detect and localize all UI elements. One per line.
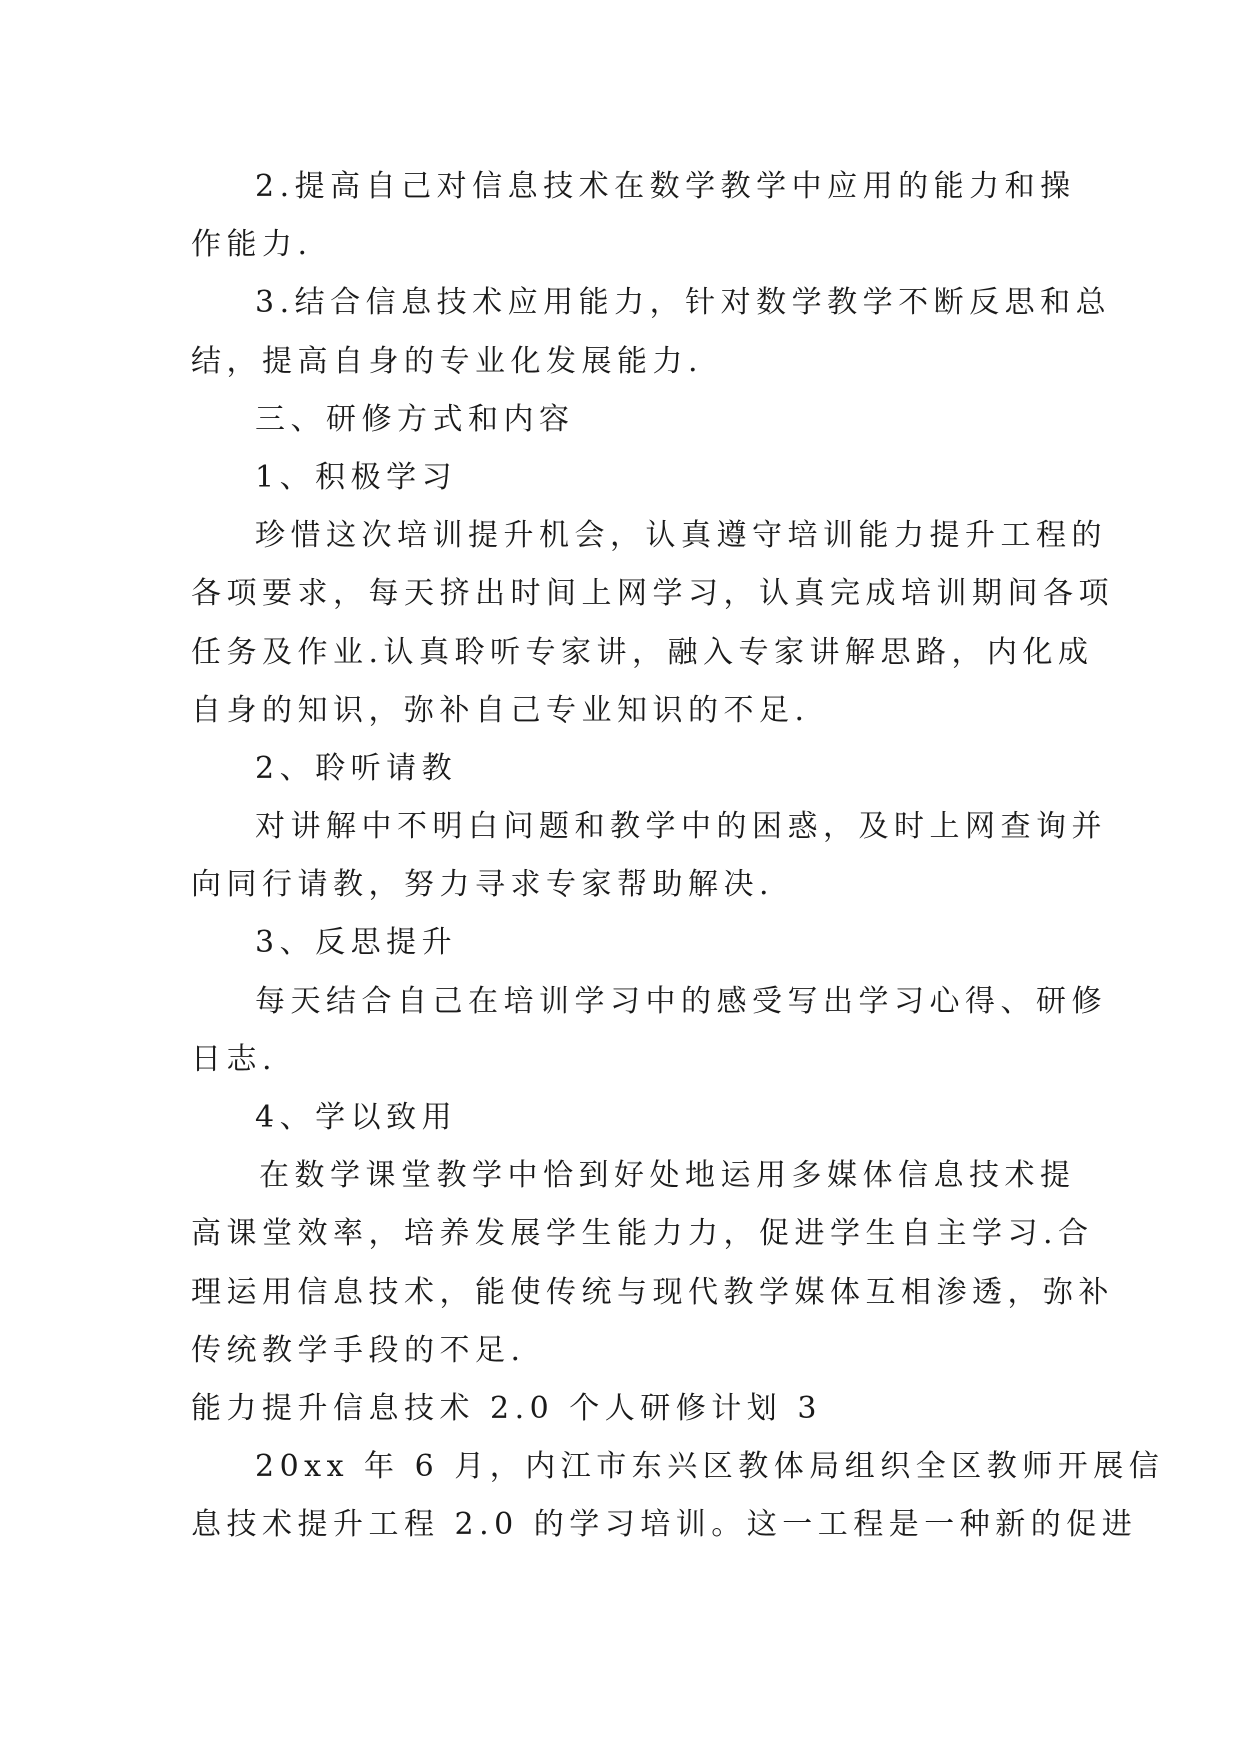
paragraph-plan-3-1: 20xx 年 6 月，内江市东兴区教体局组织全区教师开展信 xyxy=(255,1449,1165,1485)
list-item-goal-3: 3.结合信息技术应用能力，针对数学教学不断反思和总 xyxy=(255,285,1112,321)
subheading-active-learning: 1、积极学习 xyxy=(255,459,458,495)
list-item-goal-2: 2.提高自己对信息技术在数学教学中应用的能力和操 xyxy=(255,169,1076,204)
paragraph-apply-3: 理运用信息技术，能使传统与现代教学媒体互相渗透，弥补 xyxy=(191,1274,1114,1310)
paragraph-apply-1: 在数学课堂教学中恰到好处地运用多媒体信息技术提 xyxy=(259,1158,1076,1194)
paragraph-reflect-2: 日志. xyxy=(191,1041,278,1077)
paragraph-active-learning-1: 珍惜这次培训提升机会，认真遵守培训能力提升工程的 xyxy=(255,518,1107,554)
subheading-listen-consult: 2、聆听请教 xyxy=(255,750,458,786)
paragraph-listen-consult-2: 向同行请教，努力寻求专家帮助解决. xyxy=(191,867,775,903)
paragraph-active-learning-3: 任务及作业.认真聆听专家讲，融入专家讲解思路，内化成 xyxy=(191,634,1094,670)
paragraph-apply-4: 传统教学手段的不足. xyxy=(191,1332,526,1368)
paragraph-active-learning-2: 各项要求，每天挤出时间上网学习，认真完成培训期间各项 xyxy=(191,576,1114,612)
list-item-goal-3-cont: 结，提高自身的专业化发展能力. xyxy=(191,343,704,379)
paragraph-active-learning-4: 自身的知识，弥补自己专业知识的不足. xyxy=(191,692,810,728)
subheading-reflect: 3、反思提升 xyxy=(255,925,458,961)
paragraph-apply-2: 高课堂效率，培养发展学生能力力，促进学生自主学习.合 xyxy=(191,1216,1094,1252)
subheading-apply: 4、学以致用 xyxy=(255,1100,458,1135)
list-item-goal-2-cont: 作能力. xyxy=(191,227,313,263)
paragraph-reflect-1: 每天结合自己在培训学习中的感受写出学习心得、研修 xyxy=(255,983,1107,1019)
paragraph-listen-consult-1: 对讲解中不明白问题和教学中的困惑，及时上网查询并 xyxy=(255,809,1107,845)
paragraph-plan-3-2: 息技术提升工程 2.0 的学习培训。这一工程是一种新的促进 xyxy=(191,1507,1138,1543)
section-heading-methods: 三、研修方式和内容 xyxy=(255,401,575,437)
section-title-plan-3: 能力提升信息技术 2.0 个人研修计划 3 xyxy=(191,1390,822,1426)
document-body xyxy=(191,158,1165,1555)
